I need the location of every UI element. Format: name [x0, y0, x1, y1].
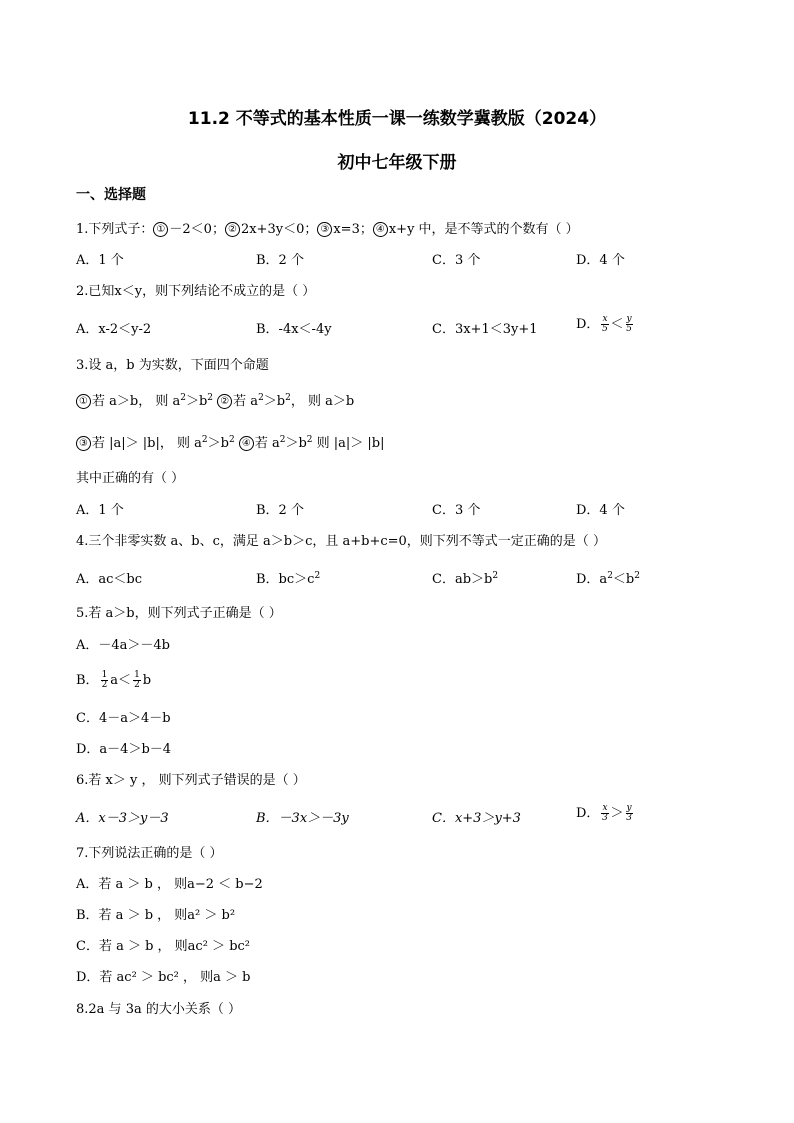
- q6-option-a: A．x－3＞y－3: [76, 811, 169, 826]
- q3-proposition-line-1: ① 若 a＞b， 则 $a^2>b^2$ ② 若 $a^2>b^2$， 则 a＞b: [76, 390, 354, 409]
- q4-option-d: D．$a^2<b^2$: [576, 571, 640, 587]
- q6-option-d: D． $\frac{x}{3}$ ＞ $\frac{y}{3}$: [576, 803, 632, 823]
- q7-option-c: C．若 a ＞ b ， 则ac² ＞ bc²: [76, 939, 251, 954]
- q5-option-d: D．a－4＞b－4: [76, 742, 172, 757]
- fraction: $\frac{y}{5}$: [626, 314, 632, 334]
- q6-option-b: B．－3x＞－3y: [256, 811, 349, 826]
- fraction: $\frac{x}{5}$: [602, 314, 608, 334]
- circled-1-icon: ①: [76, 394, 91, 409]
- circled-2-icon: ②: [217, 394, 232, 409]
- fraction: $\frac{y}{3}$: [626, 803, 632, 823]
- q5-option-b: B． $\frac{1}{2}$ a＜ $\frac{1}{2}$ b: [76, 670, 152, 690]
- circled-1-icon: ①: [153, 222, 168, 237]
- fraction: $\frac{1}{2}$: [101, 670, 108, 690]
- q5-option-a: A．－4a＞－4b: [76, 638, 171, 653]
- question-5-stem: 5.若 a＞b，则下列式子正确是（ ）: [76, 606, 282, 621]
- fraction: $\frac{x}{3}$: [602, 803, 608, 823]
- q3-option-d: D．4 个: [576, 503, 625, 518]
- q4-option-a: A．ac＜bc: [76, 572, 143, 587]
- q7-option-b: B．若 a ＞ b ， 则a² ＞ b²: [76, 908, 236, 923]
- document-title: 11.2 不等式的基本性质一课一练数学冀教版（2024）: [187, 109, 607, 129]
- circled-3-icon: ③: [76, 436, 91, 451]
- q4-option-c: C．$ab>b^2$: [432, 571, 499, 587]
- question-7-stem: 7.下列说法正确的是（ ）: [76, 846, 223, 861]
- circled-4-icon: ④: [373, 222, 388, 237]
- question-2-stem: 2.已知x＜y，则下列结论不成立的是（ ）: [76, 284, 316, 299]
- q4-option-b: B．$bc>c^2$: [256, 571, 321, 587]
- circled-2-icon: ②: [225, 222, 240, 237]
- question-3-stem: 3.设 a，b 为实数，下面四个命题: [76, 358, 269, 373]
- q2-option-d: D． $\frac{x}{5}$ ＜ $\frac{y}{5}$: [576, 314, 632, 334]
- circled-3-icon: ③: [317, 222, 332, 237]
- q3-proposition-line-2: ③ 若 |a|＞ |b|， 则 $a^2>b^2$ ④ 若 $a^2>b^2$ 则 |a|＞ |b|: [76, 432, 385, 451]
- question-1-stem: 1.下列式子： ① －2＜0； ② 2x+3y＜0； ③ x=3； ④ x+y 中，是不等式的个数有（ ）: [76, 222, 579, 237]
- question-4-stem: 4.三个非零实数 a、b、c，满足 a＞b＞c，且 a+b+c=0，则下列不等式一定正确的是（ ）: [76, 534, 606, 549]
- q3-option-a: A．1 个: [76, 503, 124, 518]
- q1-option-c: C．3 个: [432, 253, 481, 268]
- document-subtitle: 初中七年级下册: [337, 153, 457, 173]
- q2-option-b: B．-4x＜-4y: [256, 322, 332, 337]
- section-heading: 一、选择题: [76, 187, 146, 203]
- circled-4-icon: ④: [239, 436, 254, 451]
- q1-option-d: D．4 个: [576, 253, 625, 268]
- q3-option-c: C．3 个: [432, 503, 481, 518]
- q3-tail: 其中正确的有（ ）: [76, 471, 185, 486]
- fraction: $\frac{1}{2}$: [134, 670, 140, 690]
- question-6-stem: 6.若 x＞ y ， 则下列式子错误的是（ ）: [76, 773, 306, 788]
- q2-option-c: C．3x+1＜3y+1: [432, 322, 538, 337]
- question-8-stem: 8.2a 与 3a 的大小关系（ ）: [76, 1002, 241, 1017]
- q2-option-a: A．x-2＜y-2: [76, 322, 152, 337]
- q7-option-d: D．若 ac² ＞ bc² ， 则a ＞ b: [76, 970, 251, 985]
- q1-option-a: A．1 个: [76, 253, 124, 268]
- q6-option-c: C．x+3＞y+3: [432, 811, 521, 826]
- q5-option-c: C．4－a＞4－b: [76, 711, 171, 726]
- q3-option-b: B．2 个: [256, 503, 304, 518]
- q1-option-b: B．2 个: [256, 253, 304, 268]
- q7-option-a: A．若 a ＞ b ， 则a−2 ＜ b−2: [76, 877, 263, 892]
